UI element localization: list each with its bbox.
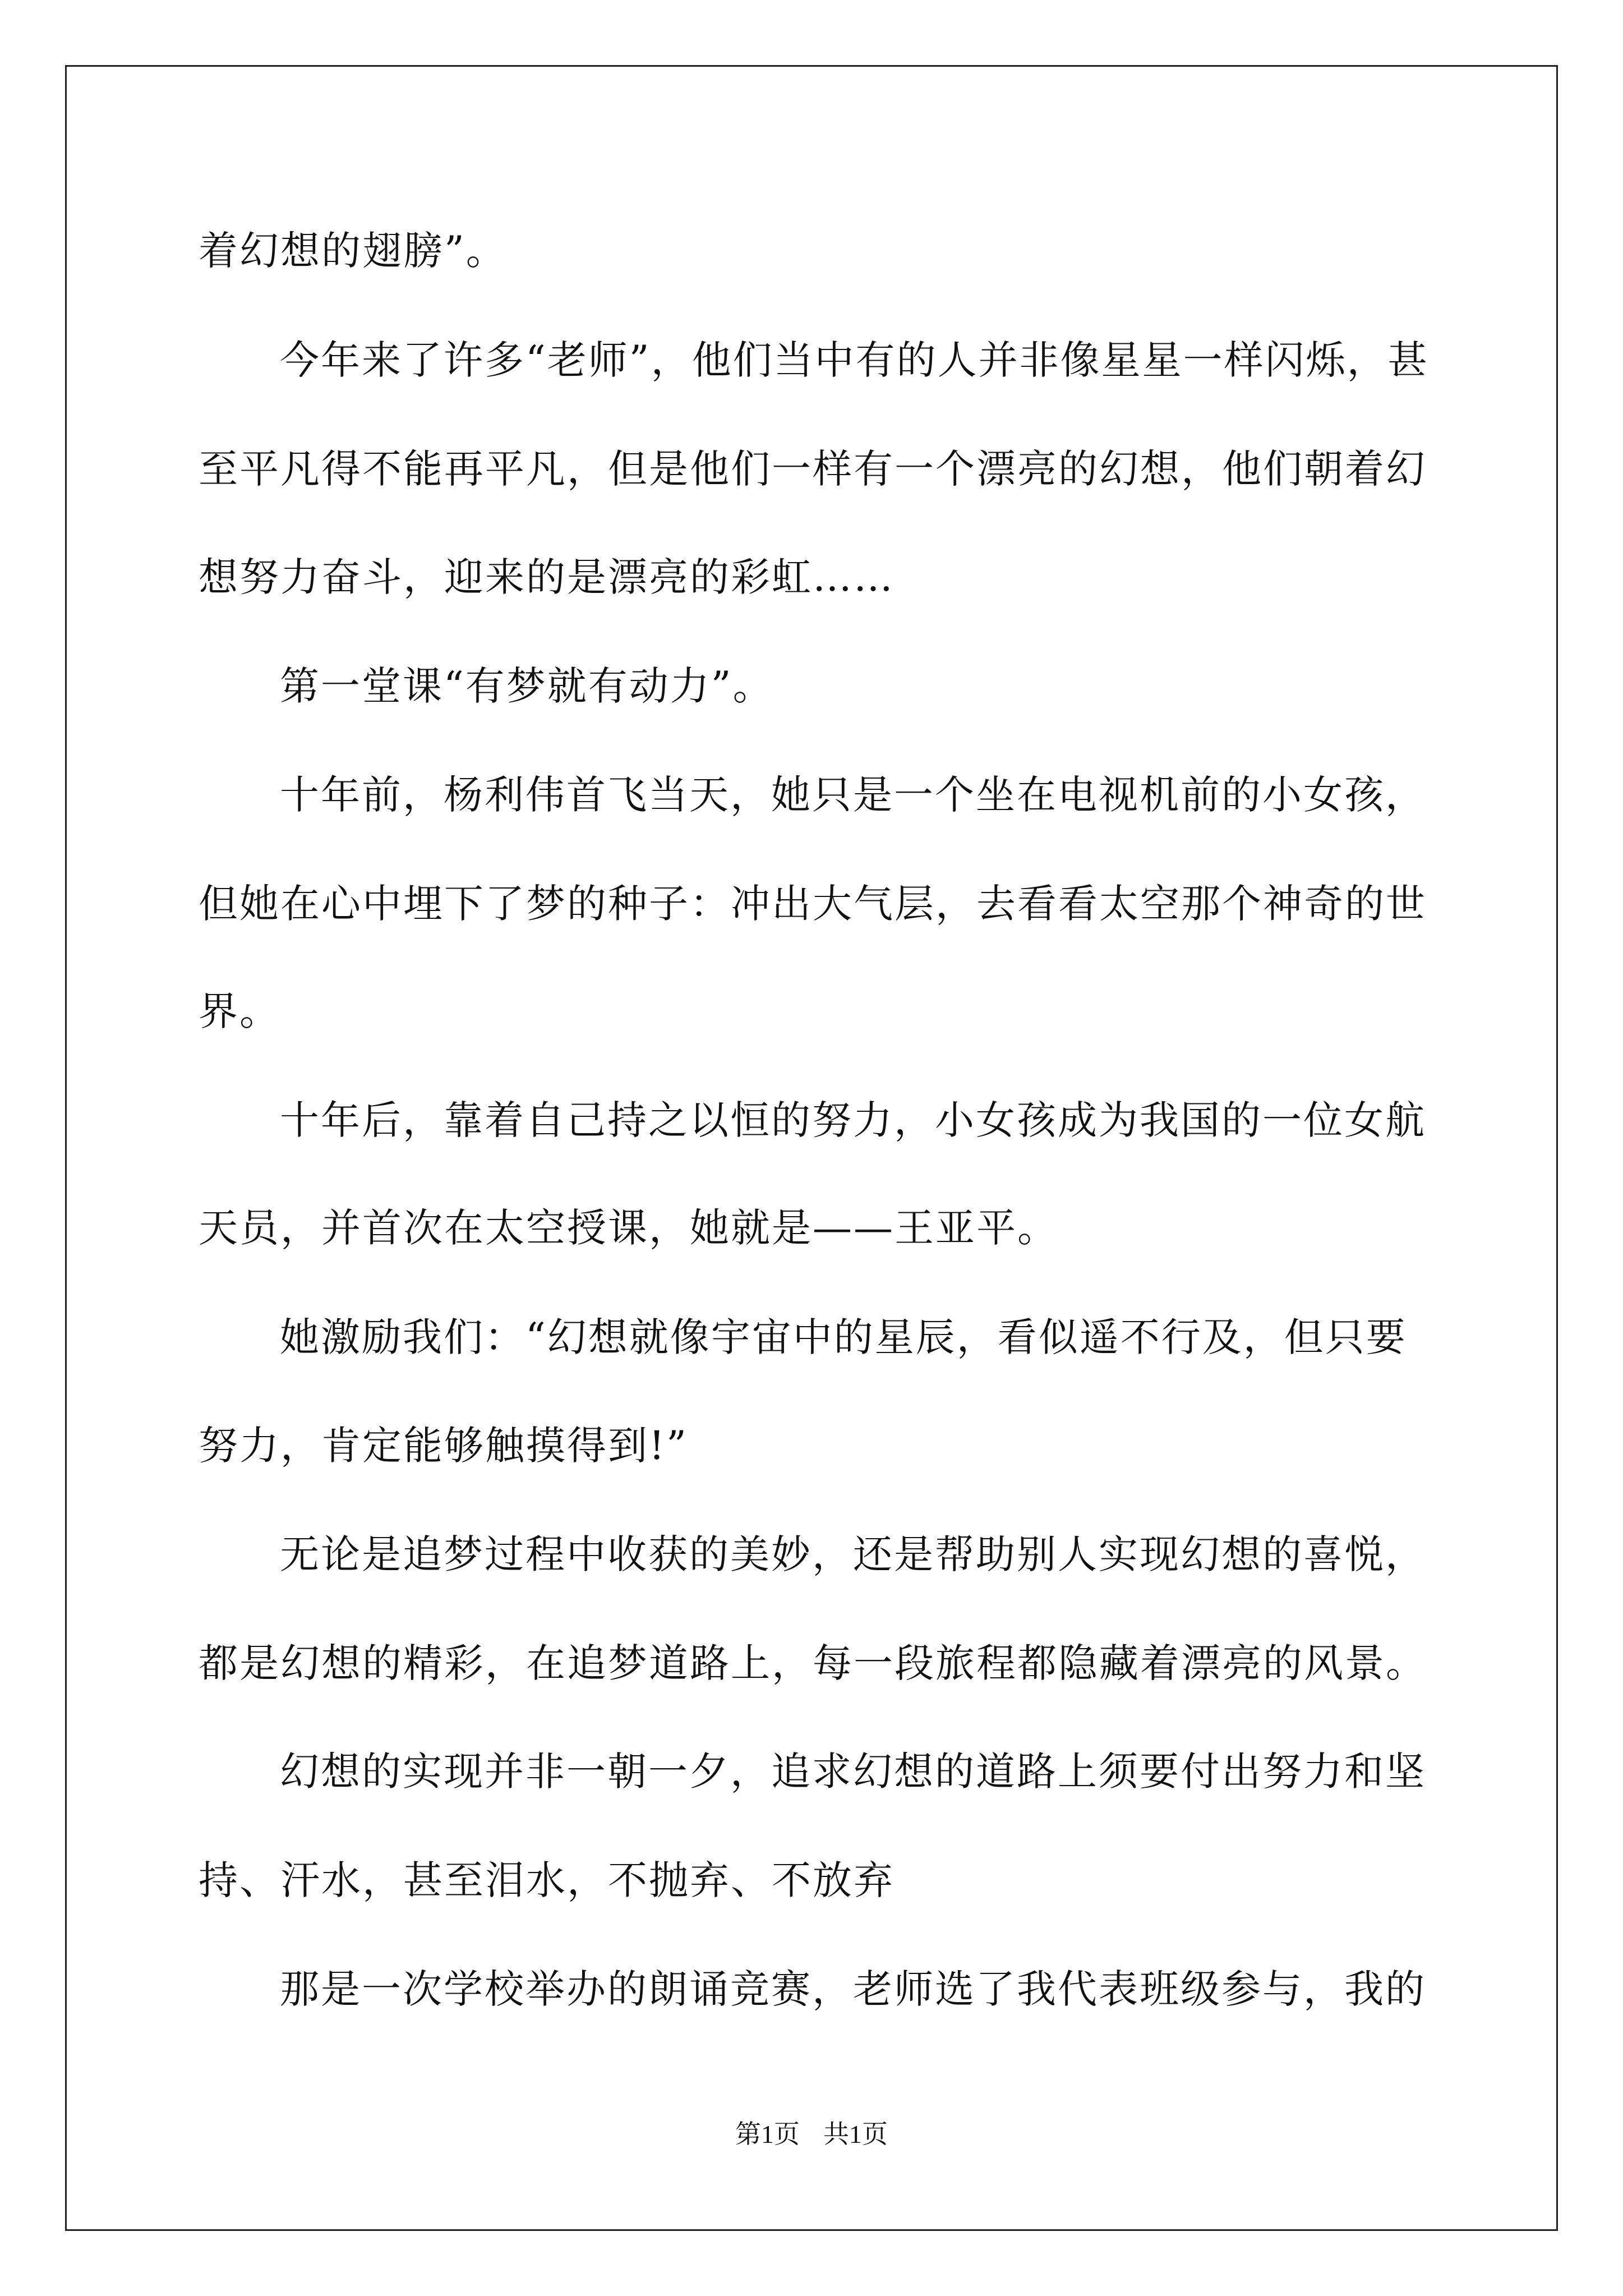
page-number: 第1页 (735, 2120, 800, 2148)
text-line: 都是幻想的精彩，在追梦道路上，每一段旅程都隐藏着漂亮的风景。 (199, 1640, 1427, 1686)
page-total: 共1页 (823, 2120, 888, 2148)
text-line: 十年后，靠着自己持之以恒的努力，小女孩成为我国的一位女航 (280, 1097, 1426, 1143)
text-line: 今年来了许多“老师”，他们当中有的人并非像星星一样闪烁，甚 (280, 337, 1429, 383)
text-line: 她激励我们：“幻想就像宇宙中的星辰，看似遥不行及，但只要 (280, 1314, 1407, 1360)
text-line: 着幻想的翅膀”。 (199, 228, 507, 274)
text-line: 至平凡得不能再平凡，但是他们一样有一个漂亮的幻想，他们朝着幻 (199, 446, 1427, 492)
page-footer (0, 2122, 1623, 2147)
text-line: 但她在心中埋下了梦的种子：冲出大气层，去看看太空那个神奇的世 (199, 881, 1427, 927)
text-line: 持、汗水，甚至泪水，不抛弃、不放弃 (199, 1857, 895, 1903)
text-line: 十年前，杨利伟首飞当天，她只是一个坐在电视机前的小女孩， (280, 772, 1426, 818)
text-line: 努力，肯定能够触摸得到!” (199, 1423, 688, 1469)
text-line: 那是一次学校举办的朗诵竞赛，老师选了我代表班级参与，我的 (280, 1966, 1426, 2012)
text-line: 幻想的实现并非一朝一夕，追求幻想的道路上须要付出努力和坚 (280, 1749, 1426, 1795)
page-border (65, 65, 1558, 2231)
text-line: 无论是追梦过程中收获的美妙，还是帮助别人实现幻想的喜悦， (280, 1531, 1426, 1577)
text-line: 天员，并首次在太空授课，她就是——王亚平。 (199, 1205, 1058, 1251)
text-line: 第一堂课“有梦就有动力”。 (280, 663, 774, 709)
text-line: 界。 (199, 988, 280, 1034)
text-line: 想努力奋斗，迎来的是漂亮的彩虹…… (199, 554, 895, 600)
